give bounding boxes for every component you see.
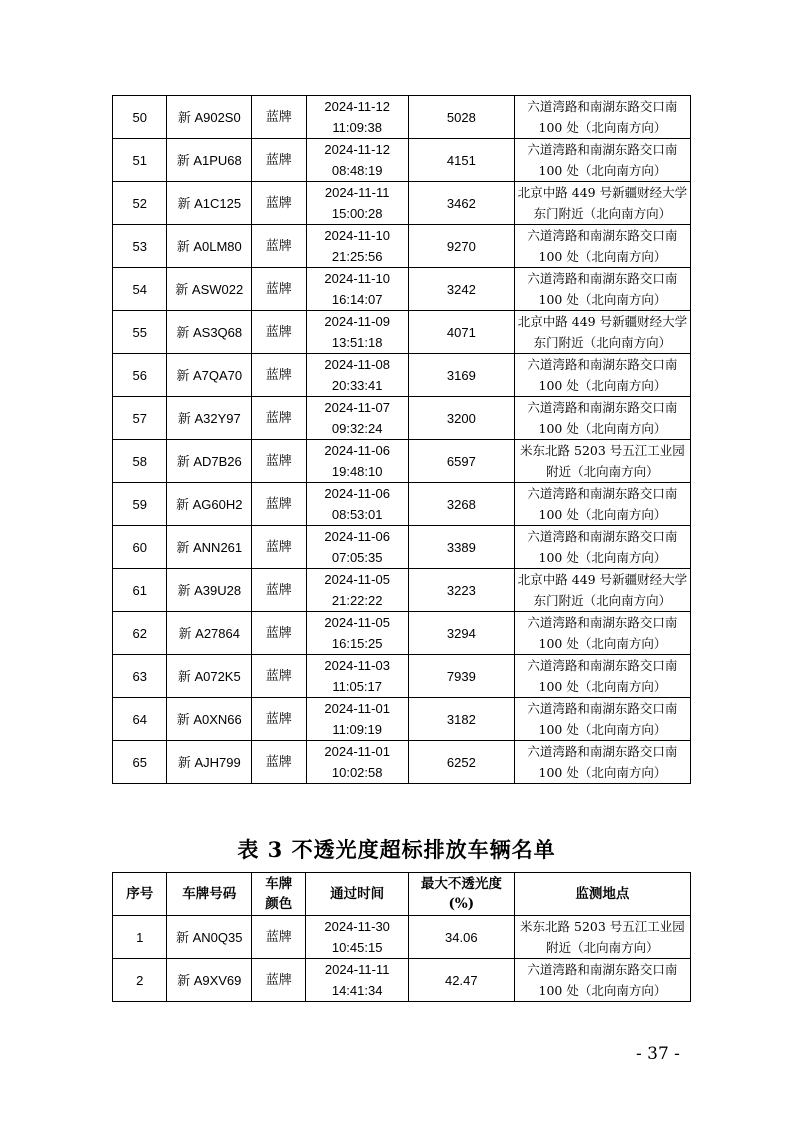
cell-no: 63 [113, 655, 167, 698]
cell-location-line: 米东北路 5203 号五江工业园 [520, 919, 685, 934]
table-body [113, 96, 691, 784]
cell-pass-time-line: 16:14:07 [331, 292, 383, 307]
cell-location-line: 北京中路 449 号新疆财经大学 [517, 314, 688, 329]
cell-no: 60 [113, 526, 167, 569]
cell-no: 2 [113, 959, 167, 1002]
cell-location [514, 96, 690, 139]
cell-location-line: 100 处（北向南方向） [538, 722, 667, 737]
cell-pass-time-line: 2024-11-06 [324, 486, 390, 501]
cell-plate: 新 A9XV69 [167, 959, 252, 1002]
cell-location-line: 六道湾路和南湖东路交口南 [527, 658, 678, 673]
page-number: - 37 - [636, 1044, 680, 1064]
cell-plate: 新 AN0Q35 [167, 916, 252, 959]
cell-plate: 新 ANN261 [167, 526, 252, 569]
cell-pass-time-line: 16:15:25 [331, 636, 383, 651]
cell-location-line: 100 处（北向南方向） [538, 292, 667, 307]
cell-location [514, 741, 690, 784]
cell-pass-time-line: 07:05:35 [331, 550, 383, 565]
header-color-line2: 颜色 [265, 896, 293, 912]
table-body [113, 916, 691, 1002]
header-opacity [408, 873, 514, 916]
header-color-line1: 车牌 [265, 876, 293, 892]
cell-plate-color: 蓝牌 [252, 96, 306, 139]
cell-location [514, 311, 690, 354]
cell-pass-time [306, 569, 408, 612]
cell-value: 3268 [408, 483, 514, 526]
cell-location-line: 100 处（北向南方向） [538, 249, 667, 264]
table-row [113, 397, 691, 440]
cell-pass-time-line: 2024-11-30 [324, 919, 390, 934]
table-row [113, 311, 691, 354]
cell-location-line: 六道湾路和南湖东路交口南 [527, 400, 678, 415]
cell-pass-time-line: 10:45:15 [331, 940, 383, 955]
cell-plate-color: 蓝牌 [252, 440, 306, 483]
header-time: 通过时间 [306, 873, 408, 916]
cell-pass-time [306, 916, 408, 959]
header-opacity-line2: (%) [448, 896, 475, 912]
cell-location-line: 附近（北向南方向） [546, 940, 659, 955]
cell-no: 62 [113, 612, 167, 655]
cell-value: 6597 [408, 440, 514, 483]
cell-pass-time [306, 96, 408, 139]
cell-value: 3462 [408, 182, 514, 225]
header-row [113, 873, 691, 916]
cell-no: 64 [113, 698, 167, 741]
cell-pass-time [306, 225, 408, 268]
cell-location [514, 655, 690, 698]
cell-location [514, 397, 690, 440]
cell-pass-time [306, 139, 408, 182]
table-row [113, 182, 691, 225]
cell-pass-time [306, 655, 408, 698]
cell-location [514, 698, 690, 741]
table-row [113, 655, 691, 698]
cell-pass-time-line: 2024-11-07 [324, 400, 390, 415]
cell-plate: 新 AJH799 [167, 741, 252, 784]
cell-plate-color: 蓝牌 [252, 612, 306, 655]
cell-location-line: 六道湾路和南湖东路交口南 [527, 701, 678, 716]
table-row [113, 96, 691, 139]
cell-location-line: 六道湾路和南湖东路交口南 [527, 962, 678, 977]
table-header [113, 873, 691, 916]
cell-location-line: 100 处（北向南方向） [538, 983, 667, 998]
cell-no: 51 [113, 139, 167, 182]
cell-pass-time [306, 612, 408, 655]
cell-no: 53 [113, 225, 167, 268]
cell-no: 61 [113, 569, 167, 612]
cell-pass-time [306, 959, 408, 1002]
cell-pass-time-line: 2024-11-09 [324, 314, 390, 329]
cell-pass-time-line: 08:48:19 [331, 163, 383, 178]
cell-location [514, 569, 690, 612]
cell-plate-color: 蓝牌 [252, 916, 306, 959]
cell-no: 59 [113, 483, 167, 526]
cell-location-line: 100 处（北向南方向） [538, 679, 667, 694]
cell-location [514, 612, 690, 655]
table-row [113, 569, 691, 612]
cell-plate: 新 AG60H2 [167, 483, 252, 526]
cell-value: 4071 [408, 311, 514, 354]
cell-value: 3200 [408, 397, 514, 440]
cell-pass-time-line: 13:51:18 [331, 335, 383, 350]
cell-plate-color: 蓝牌 [252, 569, 306, 612]
cell-location-line: 100 处（北向南方向） [538, 120, 667, 135]
cell-location-line: 100 处（北向南方向） [538, 507, 667, 522]
cell-plate-color: 蓝牌 [252, 225, 306, 268]
cell-pass-time [306, 698, 408, 741]
cell-location [514, 225, 690, 268]
cell-pass-time [306, 268, 408, 311]
header-no: 序号 [113, 873, 167, 916]
cell-pass-time-line: 21:22:22 [331, 593, 383, 608]
cell-location-line: 100 处（北向南方向） [538, 163, 667, 178]
cell-pass-time-line: 2024-11-06 [324, 443, 390, 458]
opacity-table [112, 872, 691, 1002]
cell-pass-time-line: 2024-11-01 [324, 744, 390, 759]
table-row [113, 741, 691, 784]
cell-plate: 新 A072K5 [167, 655, 252, 698]
cell-location-line: 100 处（北向南方向） [538, 421, 667, 436]
cell-location-line: 北京中路 449 号新疆财经大学 [517, 572, 688, 587]
cell-pass-time-line: 20:33:41 [331, 378, 383, 393]
cell-location-line: 东门附近（北向南方向） [533, 593, 672, 608]
cell-plate: 新 AD7B26 [167, 440, 252, 483]
cell-no: 55 [113, 311, 167, 354]
cell-plate: 新 A7QA70 [167, 354, 252, 397]
cell-location-line: 六道湾路和南湖东路交口南 [527, 228, 678, 243]
cell-plate-color: 蓝牌 [252, 354, 306, 397]
cell-value: 6252 [408, 741, 514, 784]
header-opacity-line1: 最大不透光度 [420, 876, 502, 892]
cell-pass-time-line: 11:05:17 [332, 679, 382, 694]
cell-plate: 新 AS3Q68 [167, 311, 252, 354]
table-row [113, 612, 691, 655]
cell-location-line: 六道湾路和南湖东路交口南 [527, 271, 678, 286]
cell-plate-color: 蓝牌 [252, 698, 306, 741]
cell-location-line: 100 处（北向南方向） [538, 636, 667, 651]
cell-pass-time-line: 2024-11-11 [324, 962, 390, 977]
cell-value: 5028 [408, 96, 514, 139]
table-row [113, 916, 691, 959]
header-plate: 车牌号码 [167, 873, 252, 916]
cell-location [514, 268, 690, 311]
cell-pass-time [306, 311, 408, 354]
cell-pass-time [306, 741, 408, 784]
cell-pass-time-line: 08:53:01 [331, 507, 383, 522]
table-row [113, 354, 691, 397]
cell-location-line: 六道湾路和南湖东路交口南 [527, 486, 678, 501]
cell-location-line: 100 处（北向南方向） [538, 765, 667, 780]
cell-pass-time-line: 2024-11-06 [324, 529, 390, 544]
cell-location-line: 六道湾路和南湖东路交口南 [527, 142, 678, 157]
cell-location [514, 916, 690, 959]
cell-value: 3389 [408, 526, 514, 569]
cell-pass-time-line: 2024-11-12 [324, 99, 390, 114]
cell-plate: 新 ASW022 [167, 268, 252, 311]
cell-plate: 新 A0LM80 [167, 225, 252, 268]
cell-pass-time-line: 11:09:19 [332, 722, 382, 737]
cell-plate-color: 蓝牌 [252, 182, 306, 225]
cell-plate-color: 蓝牌 [252, 139, 306, 182]
cell-pass-time-line: 11:09:38 [332, 120, 382, 135]
cell-pass-time [306, 182, 408, 225]
cell-pass-time-line: 2024-11-12 [324, 142, 390, 157]
cell-pass-time-line: 2024-11-05 [324, 615, 390, 630]
cell-pass-time [306, 397, 408, 440]
table-row [113, 959, 691, 1002]
table-row [113, 440, 691, 483]
cell-pass-time-line: 09:32:24 [331, 421, 383, 436]
cell-pass-time-line: 2024-11-11 [324, 185, 390, 200]
cell-no: 1 [113, 916, 167, 959]
cell-plate: 新 A1PU68 [167, 139, 252, 182]
cell-pass-time [306, 440, 408, 483]
header-location: 监测地点 [514, 873, 690, 916]
cell-pass-time-line: 10:02:58 [331, 765, 383, 780]
cell-location-line: 100 处（北向南方向） [538, 378, 667, 393]
cell-pass-time-line: 15:00:28 [331, 206, 383, 221]
cell-plate-color: 蓝牌 [252, 397, 306, 440]
cell-plate-color: 蓝牌 [252, 311, 306, 354]
cell-no: 57 [113, 397, 167, 440]
cell-pass-time [306, 483, 408, 526]
cell-value: 3242 [408, 268, 514, 311]
cell-location [514, 354, 690, 397]
cell-pass-time-line: 19:48:10 [331, 464, 383, 479]
cell-plate-color: 蓝牌 [252, 483, 306, 526]
table-row [113, 139, 691, 182]
cell-plate-color: 蓝牌 [252, 268, 306, 311]
cell-pass-time-line: 2024-11-03 [324, 658, 390, 673]
cell-no: 65 [113, 741, 167, 784]
cell-pass-time-line: 2024-11-08 [324, 357, 390, 372]
table-row [113, 526, 691, 569]
cell-plate: 新 A0XN66 [167, 698, 252, 741]
cell-plate-color: 蓝牌 [252, 526, 306, 569]
cell-no: 56 [113, 354, 167, 397]
cell-location-line: 六道湾路和南湖东路交口南 [527, 744, 678, 759]
cell-pass-time-line: 2024-11-05 [324, 572, 390, 587]
cell-no: 50 [113, 96, 167, 139]
cell-location-line: 六道湾路和南湖东路交口南 [527, 99, 678, 114]
cell-value: 42.47 [408, 959, 514, 1002]
cell-pass-time [306, 354, 408, 397]
cell-value: 3294 [408, 612, 514, 655]
table3-title: 表 3 不透光度超标排放车辆名单 [237, 837, 556, 862]
header-color [252, 873, 306, 916]
cell-value: 7939 [408, 655, 514, 698]
cell-location-line: 六道湾路和南湖东路交口南 [527, 615, 678, 630]
cell-location [514, 139, 690, 182]
cell-location-line: 附近（北向南方向） [546, 464, 659, 479]
cell-location-line: 六道湾路和南湖东路交口南 [527, 529, 678, 544]
table-row [113, 225, 691, 268]
cell-plate-color: 蓝牌 [252, 959, 306, 1002]
cell-no: 54 [113, 268, 167, 311]
cell-plate: 新 A32Y97 [167, 397, 252, 440]
cell-value: 9270 [408, 225, 514, 268]
cell-no: 52 [113, 182, 167, 225]
cell-plate: 新 A27864 [167, 612, 252, 655]
cell-location-line: 100 处（北向南方向） [538, 550, 667, 565]
cell-pass-time [306, 526, 408, 569]
cell-location-line: 东门附近（北向南方向） [533, 335, 672, 350]
table-row [113, 268, 691, 311]
cell-pass-time-line: 2024-11-10 [324, 228, 390, 243]
emission-table-continued [112, 95, 691, 784]
cell-no: 58 [113, 440, 167, 483]
cell-value: 3169 [408, 354, 514, 397]
cell-plate-color: 蓝牌 [252, 655, 306, 698]
cell-location-line: 东门附近（北向南方向） [533, 206, 672, 221]
cell-pass-time-line: 14:41:34 [331, 983, 383, 998]
cell-value: 3223 [408, 569, 514, 612]
cell-pass-time-line: 21:25:56 [331, 249, 383, 264]
cell-location [514, 959, 690, 1002]
cell-location [514, 483, 690, 526]
cell-location-line: 北京中路 449 号新疆财经大学 [517, 185, 688, 200]
cell-location [514, 440, 690, 483]
cell-location-line: 六道湾路和南湖东路交口南 [527, 357, 678, 372]
cell-plate: 新 A1C125 [167, 182, 252, 225]
cell-location-line: 米东北路 5203 号五江工业园 [520, 443, 685, 458]
cell-pass-time-line: 2024-11-10 [324, 271, 390, 286]
table-row [113, 483, 691, 526]
cell-location [514, 182, 690, 225]
table-row [113, 698, 691, 741]
cell-location [514, 526, 690, 569]
cell-pass-time-line: 2024-11-01 [324, 701, 390, 716]
cell-value: 34.06 [408, 916, 514, 959]
cell-value: 3182 [408, 698, 514, 741]
cell-plate: 新 A902S0 [167, 96, 252, 139]
cell-plate-color: 蓝牌 [252, 741, 306, 784]
cell-value: 4151 [408, 139, 514, 182]
cell-plate: 新 A39U28 [167, 569, 252, 612]
